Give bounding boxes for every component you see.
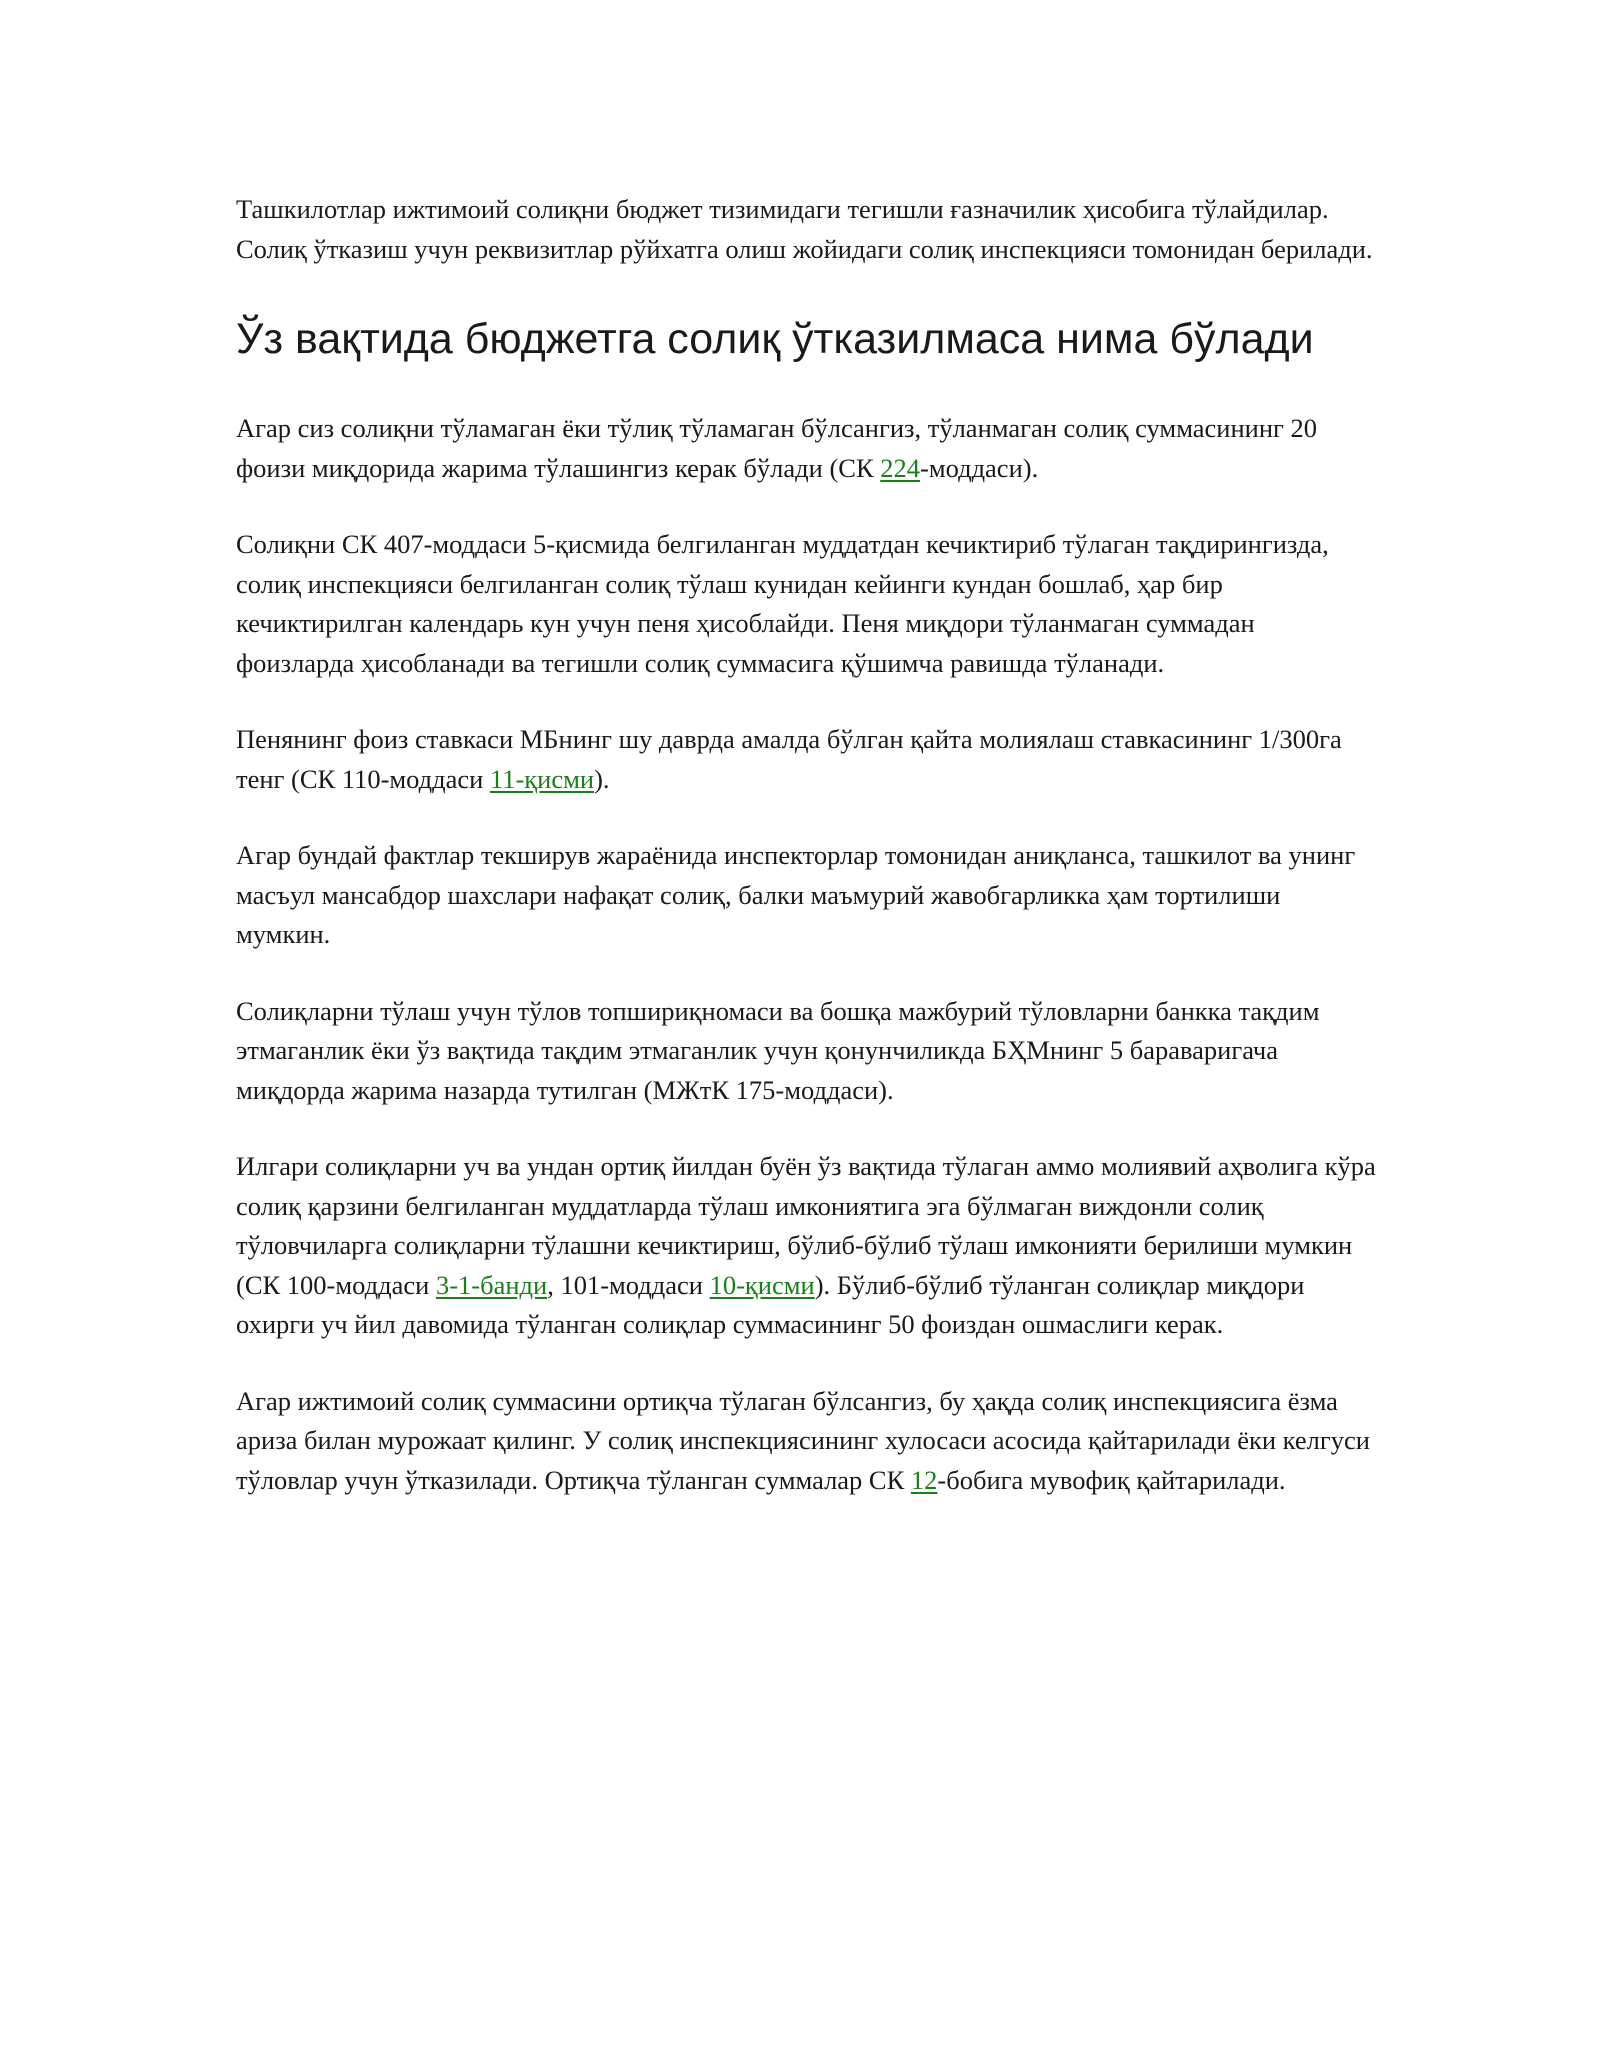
link-part-10[interactable]: 10-қисми xyxy=(709,1269,815,1300)
document-body xyxy=(236,190,1376,1537)
paragraph-text: Агар ижтимоий солиқ суммасини ортиқча тўлаган бўлсангиз, бу ҳақда солиқ инспекциясига ёзма ариза билан мурожаат қилинг. У солиқ инспекциясининг хулосаси асосида қайтарилади ёки келгуси тўловлар учун ўтказилади. Ортиқча тўланган суммалар СК xyxy=(236,1385,1370,1495)
link-part-11[interactable]: 11-қисми xyxy=(489,763,595,794)
paragraph-penalty-rate xyxy=(236,720,1376,799)
paragraph-text: , 101-моддаси xyxy=(547,1269,710,1300)
paragraph-text: -моддаси). xyxy=(920,452,1039,483)
paragraph-text: -бобига мувофиқ қайтарилади. xyxy=(937,1464,1286,1495)
paragraph-liability: Агар бундай фактлар текширув жараёнида инспекторлар томонидан аниқланса, ташкилот ва унинг масъул мансабдор шахслари нафақат солиқ, балки маъмурий жавобгарликка ҳам тортилиши мумкин. xyxy=(236,840,1356,949)
paragraph-text: Пенянинг фоиз ставкаси МБнинг шу даврда амалда бўлган қайта молиялаш ставкасининг 1/300га тенг (СК 110-моддаси xyxy=(236,724,1342,794)
paragraph-overpayment xyxy=(236,1382,1376,1501)
paragraph-text: ). Бўлиб-бўлиб тўланган солиқлар миқдори охирги уч йил давомида тўланган солиқлар суммасининг 50 фоиздан ошмаслиги керак. xyxy=(236,1269,1305,1339)
paragraph-payment-order: Солиқларни тўлаш учун тўлов топшириқномаси ва бошқа мажбурий тўловларни банкка тақдим этмаганлик ёки ўз вақтида тақдим этмаганлик учун қонунчиликда БҲМнинг 5 бараваригача миқдорда жарима назарда тутилган (МЖтК 175-моддаси). xyxy=(236,995,1320,1105)
paragraph-fine xyxy=(236,409,1376,488)
section-heading: Ўз вақтида бюджетга солиқ ўтказилмаса нима бўлади xyxy=(236,315,1314,363)
paragraph-deferral xyxy=(236,1147,1376,1345)
paragraph-text: ). xyxy=(594,763,610,794)
paragraph-penalty: Солиқни СК 407-моддаси 5-қисмида белгиланган муддатдан кечиктириб тўлаган тақдирингизда, солиқ инспекцияси белгиланган солиқ тўлаш кунидан кейинги кундан бошлаб, ҳар бир кечиктирилган календарь кун учун пеня ҳисоблайди. Пеня миқдори тўланмаган суммадан фоизларда ҳисобланади ва тегишли солиқ суммасига қўшимча равишда тўланади. xyxy=(236,529,1329,678)
paragraph-text: Илгари солиқларни уч ва ундан ортиқ йилдан буён ўз вақтида тўлаган аммо молиявий аҳволига кўра солиқ қарзини белгиланган муддатларда тўлаш имкониятига эга бўлмаган виждонли солиқ тўловчиларга солиқларни тўлашни кечиктириш, бўлиб-бўлиб тўлаш имконияти берилиши мумкин (СК 100-моддаси xyxy=(236,1151,1376,1300)
link-chapter-12[interactable]: 12 xyxy=(910,1464,938,1495)
link-article-224[interactable]: 224 xyxy=(880,452,920,483)
paragraph-text: Агар сиз солиқни тўламаган ёки тўлиқ тўламаган бўлсангиз, тўланмаган солиқ суммасининг 20 фоизи миқдорида жарима тўлашингиз керак бўлади (СК xyxy=(236,413,1318,483)
intro-paragraph: Ташкилотлар ижтимоий солиқни бюджет тизимидаги тегишли ғазначилик ҳисобига тўлайдилар. Солиқ ўтказиш учун реквизитлар рўйхатга олиш жойидаги солиқ инспекцияси томонидан берилади. xyxy=(236,194,1373,264)
link-clause-3-1[interactable]: 3-1-банди xyxy=(435,1269,548,1300)
